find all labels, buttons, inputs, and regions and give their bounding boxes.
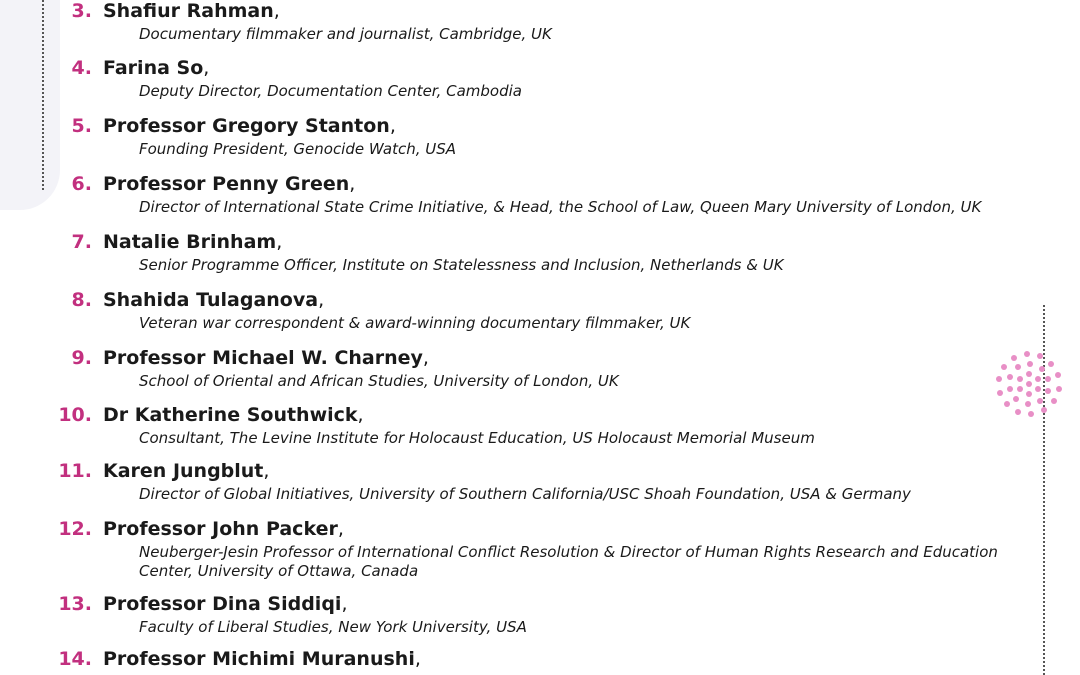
item-number: 12. bbox=[58, 518, 92, 540]
item-number: 10. bbox=[58, 404, 92, 426]
item-number: 13. bbox=[58, 593, 92, 615]
item-number: 14. bbox=[58, 648, 92, 670]
decorative-dot bbox=[1024, 351, 1030, 357]
speaker-name: Shahida Tulaganova bbox=[103, 289, 319, 311]
decorative-dot bbox=[1001, 364, 1007, 370]
decorative-background-shape bbox=[0, 0, 60, 210]
speaker-description: Neuberger-Jesin Professor of International Conflict Resolution & Director of Human Rights Research and Education Center, University of Ottawa, Canada bbox=[139, 543, 998, 580]
speaker-description: Veteran war correspondent & award-winning documentary filmmaker, UK bbox=[139, 314, 691, 332]
speaker-description: Documentary filmmaker and journalist, Cambridge, UK bbox=[139, 25, 552, 43]
speaker-name: Professor Penny Green bbox=[103, 173, 350, 195]
speaker-name: Dr Katherine Southwick bbox=[103, 404, 358, 426]
speaker-name: Professor Michael W. Charney bbox=[103, 347, 423, 369]
decorative-dot bbox=[1045, 388, 1051, 394]
speaker-description: Senior Programme Officer, Institute on Statelessness and Inclusion, Netherlands & UK bbox=[139, 256, 784, 274]
speaker-name: Professor Michimi Muranushi bbox=[103, 648, 415, 670]
decorative-dot bbox=[1028, 411, 1034, 417]
speaker-description: Faculty of Liberal Studies, New York University, USA bbox=[139, 618, 527, 636]
item-number: 7. bbox=[71, 231, 92, 253]
speaker-description: Director of International State Crime Initiative, & Head, the School of Law, Queen Mary University of London, UK bbox=[139, 198, 982, 216]
decorative-dot bbox=[1004, 401, 1010, 407]
decorative-dot bbox=[1039, 366, 1045, 372]
decorative-dot bbox=[1045, 376, 1051, 382]
decorative-dot bbox=[1055, 372, 1061, 378]
item-number: 8. bbox=[71, 289, 92, 311]
dotted-divider-left bbox=[42, 0, 44, 190]
speaker-name: Farina So bbox=[103, 57, 204, 79]
decorative-dot bbox=[1027, 361, 1033, 367]
speaker-name: Karen Jungblut bbox=[103, 460, 264, 482]
decorative-dot bbox=[1015, 409, 1021, 415]
speaker-name: Professor John Packer bbox=[103, 518, 338, 540]
decorative-dot bbox=[1026, 391, 1032, 397]
decorative-dot bbox=[1048, 361, 1054, 367]
decorative-dot bbox=[1025, 401, 1031, 407]
decorative-dot bbox=[1037, 398, 1043, 404]
decorative-dot bbox=[1015, 364, 1021, 370]
decorative-dot bbox=[1051, 398, 1057, 404]
speaker-description: Consultant, The Levine Institute for Holocaust Education, US Holocaust Memorial Museum bbox=[139, 429, 815, 447]
decorative-dot bbox=[1013, 396, 1019, 402]
decorative-dot bbox=[1037, 353, 1043, 359]
item-number: 3. bbox=[71, 0, 92, 22]
item-number: 6. bbox=[71, 173, 92, 195]
speaker-name: Professor Dina Siddiqi bbox=[103, 593, 342, 615]
speaker-name: Professor Gregory Stanton bbox=[103, 115, 390, 137]
decorative-dot bbox=[1041, 407, 1047, 413]
item-number: 4. bbox=[71, 57, 92, 79]
item-number: 9. bbox=[71, 347, 92, 369]
item-number: 11. bbox=[58, 460, 92, 482]
speaker-name: Shafiur Rahman bbox=[103, 0, 274, 22]
speaker-description: School of Oriental and African Studies, University of London, UK bbox=[139, 372, 619, 390]
decorative-dot bbox=[1011, 355, 1017, 361]
speaker-description: Deputy Director, Documentation Center, Cambodia bbox=[139, 82, 522, 100]
decorative-dot bbox=[1056, 386, 1062, 392]
speaker-description: Director of Global Initiatives, University of Southern California/USC Shoah Foundation, USA & Germany bbox=[139, 485, 911, 503]
speaker-description: Founding President, Genocide Watch, USA bbox=[139, 140, 457, 158]
item-number: 5. bbox=[71, 115, 92, 137]
speaker-name: Natalie Brinham bbox=[103, 231, 277, 253]
